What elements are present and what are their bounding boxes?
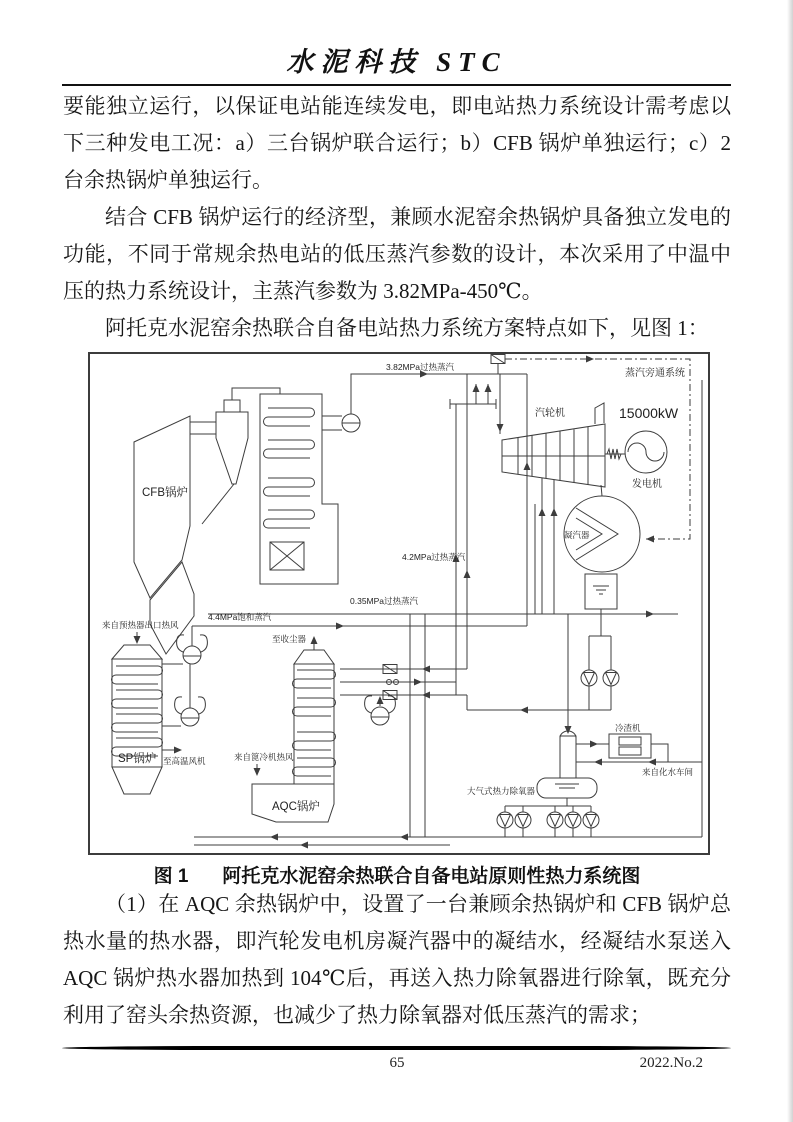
body-paragraph-3: 阿托克水泥窑余热联合自备电站热力系统方案特点如下，见图 1： — [105, 316, 709, 340]
body-paragraph-1: 要能独立运行，以保证电站能连续发电，即电站热力系统设计需考虑以下三种发电工况：a）三台锅炉联合运行；b）CFB 锅炉单独运行；c）2 台余热锅炉单独运行。 — [63, 94, 731, 192]
body-paragraph-4: （1）在 AQC 余热锅炉中，设置了一台兼顾余热锅炉和 CFB 锅炉总热水量的热水器，即汽轮发电机房凝汽器中的凝结水，经凝结水泵送入 AQC 锅炉热水器加热到 104℃后，再送入热力除氧器进行除氧，既充分利用了窑头余热资源，也减少了热力除氧器对低压蒸汽的需求； — [63, 892, 731, 1027]
slag-cooler-label: 冷渣机 — [615, 723, 641, 733]
figure-caption-title: 阿托克水泥窑余热联合自备电站原则性热力系统图 — [222, 866, 641, 887]
page-number: 65 — [389, 1055, 405, 1071]
condenser-label: 凝汽器 — [564, 530, 590, 540]
scan-edge-shadow — [787, 0, 793, 1122]
bypass-valve — [491, 355, 505, 364]
main-steam-line — [351, 355, 527, 435]
cfb-boiler-label: CFB锅炉 — [142, 487, 188, 499]
body-paragraph-2: 结合 CFB 锅炉运行的经济型，兼顾水泥窑余热锅炉具备独立发电的功能，不同于常规余热电站的低压蒸汽参数的设计，本次采用了中温中压的热力系统设计，主蒸汽参数为 3.82MPa-450℃。 — [63, 205, 731, 303]
feed-pump — [497, 812, 513, 828]
slag-cooler-group — [576, 723, 702, 777]
steam-turbine-shape — [502, 403, 605, 487]
header-rule — [62, 84, 731, 86]
deaerator-label: 大气式热力除氧器 — [467, 786, 536, 796]
feed-pump — [515, 812, 531, 828]
body-text-bottom — [63, 886, 731, 1034]
thermal-system-schematic — [90, 354, 708, 853]
sp-boiler-shape — [102, 620, 207, 794]
figure-1-thermal-system-diagram — [88, 352, 710, 855]
feed-pump — [583, 812, 599, 828]
mp-steam-label: 4.2MPa过热蒸汽 — [402, 552, 466, 562]
generator-shape — [605, 405, 679, 490]
lp-steam-label: 0.35MPa过热蒸汽 — [350, 596, 419, 606]
feed-pump — [547, 812, 563, 828]
cyclone-separator-shape — [190, 388, 280, 524]
turbine-label: 汽轮机 — [535, 408, 565, 419]
steam-headers — [192, 374, 678, 695]
feedwater-headers — [194, 834, 702, 849]
figure-caption-label: 图 1 — [153, 866, 189, 887]
extraction-steam-lines — [535, 478, 558, 614]
condenser-shape — [564, 485, 640, 609]
feed-pump — [565, 812, 581, 828]
figure-caption — [63, 861, 731, 888]
from-preheater-label: 来自预热器出口热风 — [102, 620, 179, 630]
deaerator-group — [467, 614, 599, 837]
issue-number: 2022.No.2 — [639, 1055, 703, 1071]
from-water-plant-label: 来自化水车间 — [642, 767, 694, 777]
condensate-pumps — [467, 609, 619, 714]
from-grate-cooler-label: 来自篦冷机热风 — [234, 752, 294, 762]
aqc-heater-lines — [340, 614, 467, 837]
aqc-boiler-label: AQC锅炉 — [272, 801, 320, 813]
to-dust-collector-label: 至收尘器 — [272, 634, 307, 644]
aqc-boiler-shape — [234, 634, 336, 822]
cfb-boiler-shape — [134, 416, 194, 654]
main-steam-label: 3.82MPa过热蒸汽 — [386, 362, 455, 372]
backpass-heat-exchanger — [260, 394, 338, 584]
cfb-steam-drum — [342, 414, 360, 432]
footer-rule — [62, 1046, 731, 1050]
generator-label: 发电机 — [632, 479, 662, 490]
journal-title: 水泥科技 STC — [286, 47, 507, 77]
body-text-top — [63, 88, 731, 347]
generator-power-label: 15000kW — [619, 405, 679, 421]
hotwell — [585, 574, 617, 609]
bypass-system-label: 蒸汽旁通系统 — [625, 368, 685, 379]
sat-steam-label: 4.4MPa饱和蒸汽 — [208, 612, 272, 622]
to-high-temp-fan-label: 至高温风机 — [163, 756, 206, 766]
sp-boiler-label: SP锅炉 — [118, 753, 157, 765]
